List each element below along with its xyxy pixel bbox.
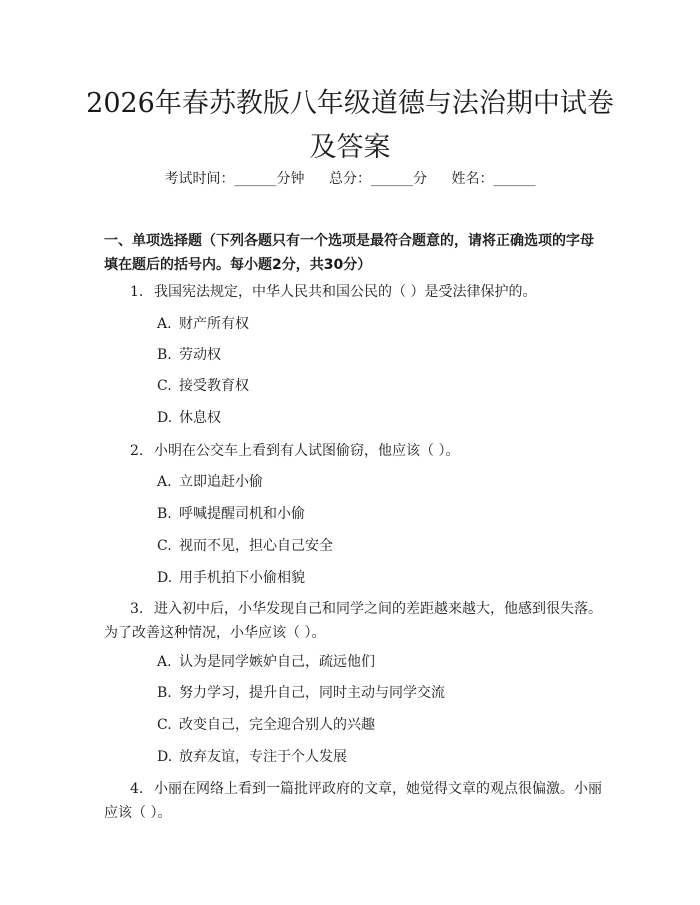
option-letter: B. [157,347,172,363]
option [157,747,597,767]
question-2 [104,439,609,463]
option [157,715,597,735]
option-text: 改变自己，完全迎合别人的兴趣 [179,717,375,733]
exam-time: 考试时间：______分钟 [164,171,305,187]
option-text: 休息权 [179,410,221,426]
question-text: 小丽在网络上看到一篇批评政府的文章，她觉得文章的观点很偏激。小丽应该（ ）。 [104,781,602,821]
question-text: 小明在公交车上看到有人试图偷窃，他应该（ ）。 [154,443,460,459]
exam-score: 总分：______分 [329,171,427,187]
option-text: 认为是同学嫉妒自己，疏远他们 [179,654,375,670]
option-text: 用手机拍下小偷相貌 [179,570,305,586]
question-number: 2. [130,443,144,459]
option-text: 接受教育权 [179,378,249,394]
option-letter: D. [157,570,173,586]
option-letter: A. [157,654,172,670]
question-1 [104,280,609,304]
option-letter: B. [157,685,172,701]
exam-meta [0,168,700,188]
question-number: 3. [130,601,144,617]
document-title [60,82,640,170]
option [157,376,597,396]
option-letter: C. [157,538,172,554]
title-line-2: 及答案 [309,132,391,163]
option-letter: C. [157,378,172,394]
option-letter: D. [157,410,173,426]
question-text: 我国宪法规定，中华人民共和国公民的（ ）是受法律保护的。 [154,284,537,300]
section-heading: 一、单项选择题（下列各题只有一个选项是最符合题意的，请将正确选项的字母填在题后的括号内。每小题2分，共30分） [104,233,594,273]
option [157,408,597,428]
option [157,345,597,365]
title-line-1: 2026年春苏教版八年级道德与法治期中试卷 [86,88,614,119]
option-letter: A. [157,316,172,332]
option-letter: D. [157,749,173,765]
question-number: 1. [130,284,144,300]
option-letter: C. [157,717,172,733]
option-text: 放弃友谊，专注于个人发展 [179,749,347,765]
exam-name: 姓名：______ [451,171,536,187]
option-text: 呼喊提醒司机和小偷 [179,506,305,522]
option-letter: B. [157,506,172,522]
question-3 [104,597,609,645]
option [157,683,597,703]
option [157,568,597,588]
option [157,536,597,556]
option [157,472,597,492]
option-text: 财产所有权 [179,316,249,332]
option-text: 劳动权 [179,347,221,363]
question-number: 4. [130,781,144,797]
option-text: 努力学习，提升自己，同时主动与同学交流 [179,685,445,701]
question-text: 进入初中后，小华发现自己和同学之间的差距越来越大，他感到很失落。为了改善这种情况，小华应该（ ）。 [104,601,602,641]
option-text: 视而不见，担心自己安全 [179,538,333,554]
option-text: 立即追赶小偷 [179,474,263,490]
option-letter: A. [157,474,172,490]
option [157,652,597,672]
question-4 [104,777,609,825]
option [157,504,597,524]
option [157,314,597,334]
